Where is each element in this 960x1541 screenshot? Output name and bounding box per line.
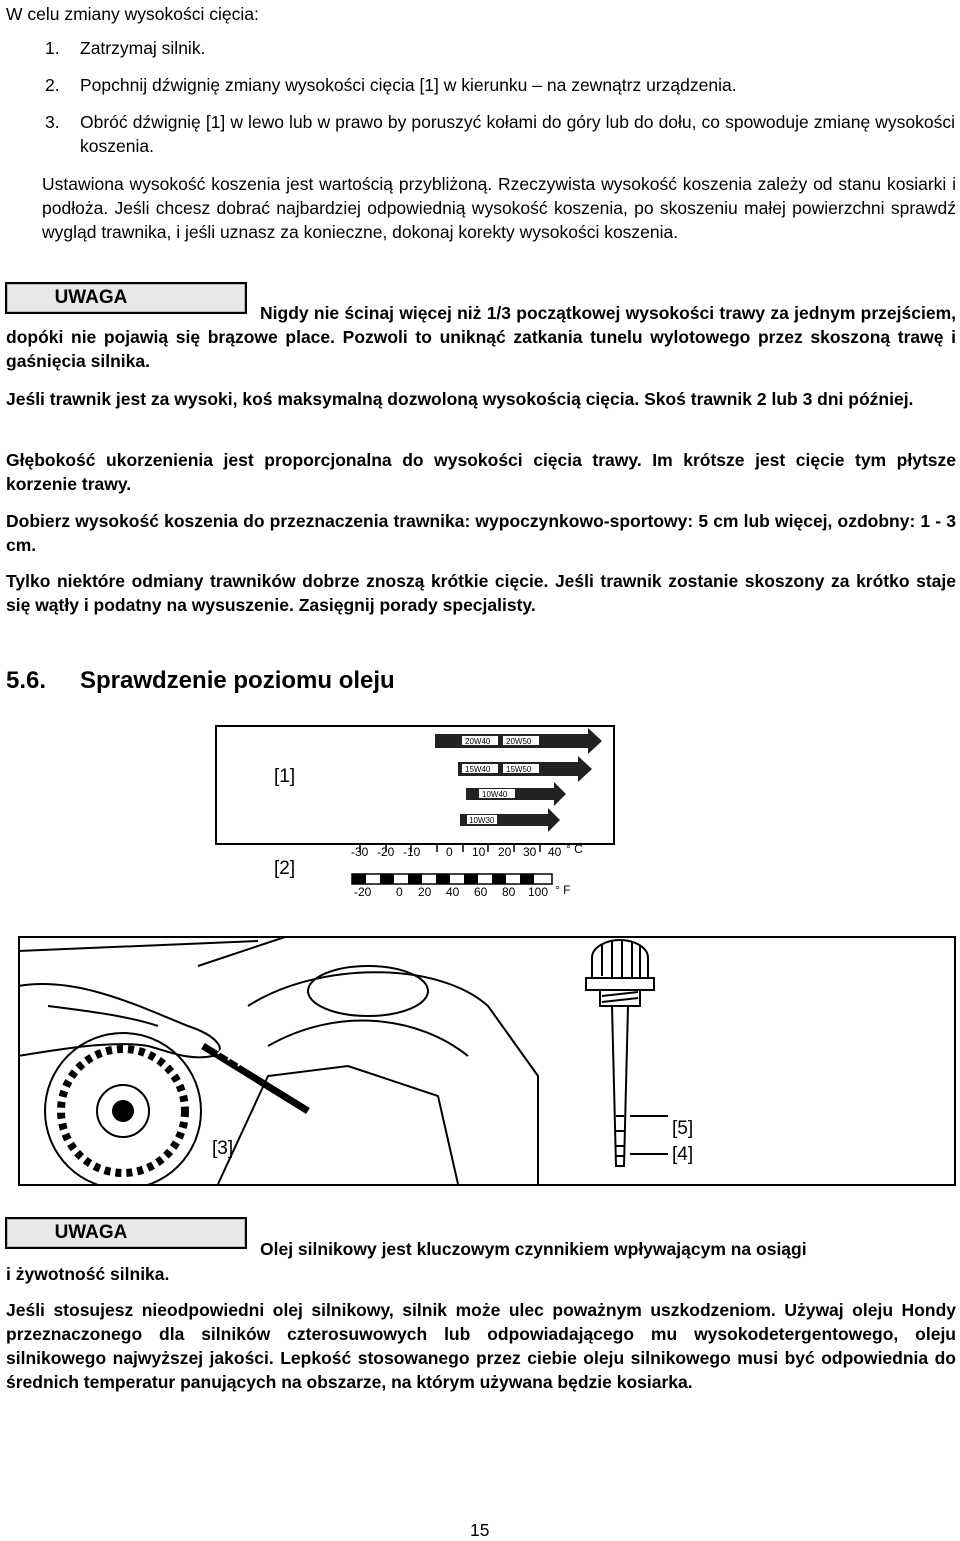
fahrenheit-tick: 80	[502, 885, 516, 899]
celsius-tick: 30	[523, 845, 537, 859]
step-number: 1.	[45, 38, 60, 58]
oil-grade-label: 15W40	[465, 765, 491, 774]
fahrenheit-unit: ° F	[555, 883, 571, 897]
bold-paragraph: Dobierz wysokość koszenia do przeznaczenia trawnika: wypoczynkowo-sportowy: 5 cm lub więcej, ozdobny: 1 - 3 cm.	[6, 511, 956, 555]
section-title: Sprawdzenie poziomu oleju	[80, 667, 395, 694]
page-number: 15	[470, 1520, 490, 1540]
uwaga-label: UWAGA	[5, 282, 247, 314]
oil-grade-label: 15W50	[506, 765, 532, 774]
celsius-tick: -10	[403, 845, 421, 859]
chart-label-2: [2]	[274, 858, 296, 879]
warning-paragraph-tail: i żywotność silnika.	[6, 1264, 170, 1284]
figure-label-4: [4]	[672, 1144, 694, 1165]
celsius-tick: 20	[498, 845, 512, 859]
celsius-unit: ° C	[566, 842, 583, 856]
step-number: 3.	[45, 112, 60, 132]
celsius-tick: -30	[351, 845, 369, 859]
intro-text: W celu zmiany wysokości cięcia:	[6, 4, 259, 24]
figure-label-5: [5]	[672, 1118, 694, 1139]
figure-label-3: [3]	[212, 1138, 234, 1159]
oil-viscosity-chart	[210, 722, 620, 902]
fahrenheit-tick: -20	[354, 885, 372, 899]
step-number: 2.	[45, 75, 60, 95]
fahrenheit-tick: 100	[528, 885, 549, 899]
bold-paragraph: Tylko niektóre odmiany trawników dobrze znoszą krótkie cięcie. Jeśli trawnik zostanie skoszony za krótko staje się wątły i podatny na wysuszenie. Zasięgnij porady specjalisty.	[6, 571, 956, 615]
viscosity-arrow	[466, 782, 566, 806]
fahrenheit-tick: 20	[418, 885, 432, 899]
fahrenheit-tick: 40	[446, 885, 460, 899]
celsius-tick: 10	[472, 845, 486, 859]
warning-paragraph: Nigdy nie ścinaj więcej niż 1/3 początkowej wysokości trawy za jednym przejściem, dopóki nie pojawią się brązowe place. Pozwoli to uniknąć zatkania tunelu wylotowego przez skoszoną trawę i gaśnięcia silnika.	[6, 303, 956, 371]
uwaga-label: UWAGA	[5, 1217, 247, 1249]
oil-grade-label: 10W30	[469, 816, 495, 825]
celsius-tick: 40	[548, 845, 562, 859]
oil-grade-label: 20W50	[506, 737, 532, 746]
step-text: Popchnij dźwignię zmiany wysokości cięcia [1] w kierunku – na zewnątrz urządzenia.	[80, 75, 737, 95]
oil-grade-label: 10W40	[482, 790, 508, 799]
celsius-tick: -20	[377, 845, 395, 859]
oil-check-illustration	[18, 936, 956, 1186]
final-paragraph: Jeśli stosujesz nieodpowiedni olej silnikowy, silnik może ulec poważnym uszkodzeniom. Używaj oleju Hondy przeznaczonego dla silników czterosuwowych lub odpowiadającego mu wysokodetergentowego, oleju silnikowego najwyższej jakości. Lepkość stosowanego przez ciebie oleju silnikowego musi być odpowiednia do średnich temperatur panujących na obszarze, na którym używana będzie kosiarka.	[6, 1300, 956, 1392]
bold-paragraph: Głębokość ukorzenienia jest proporcjonalna do wysokości cięcia trawy. Im krótsze jest cięcie tym płytsze korzenie trawy.	[6, 450, 956, 494]
chart-label-1: [1]	[274, 766, 296, 787]
step-text: Zatrzymaj silnik.	[80, 38, 206, 58]
fahrenheit-tick: 60	[474, 885, 488, 899]
bold-paragraph: Jeśli trawnik jest za wysoki, koś maksymalną dozwoloną wysokością cięcia. Skoś trawnik 2 lub 3 dni później.	[6, 389, 914, 409]
step-text: Obróć dźwignię [1] w lewo lub w prawo by poruszyć kołami do góry lub do dołu, co spowoduje zmianę wysokości koszenia.	[80, 112, 955, 156]
celsius-tick: 0	[446, 845, 453, 859]
section-number: 5.6.	[6, 667, 47, 694]
note-paragraph: Ustawiona wysokość koszenia jest wartością przybliżoną. Rzeczywista wysokość koszenia zależy od stanu kosiarki i podłoża. Jeśli chcesz dobrać najbardziej odpowiednią wysokość koszenia, po skoszeniu małej powierzchni sprawdź wygląd trawnika, i jeśli uznasz za konieczne, dokonaj korekty wysokości koszenia.	[42, 174, 956, 242]
warning-paragraph: Olej silnikowy jest kluczowym czynnikiem wpływającym na osiągi	[260, 1239, 807, 1259]
fahrenheit-tick: 0	[396, 885, 403, 899]
oil-grade-label: 20W40	[465, 737, 491, 746]
